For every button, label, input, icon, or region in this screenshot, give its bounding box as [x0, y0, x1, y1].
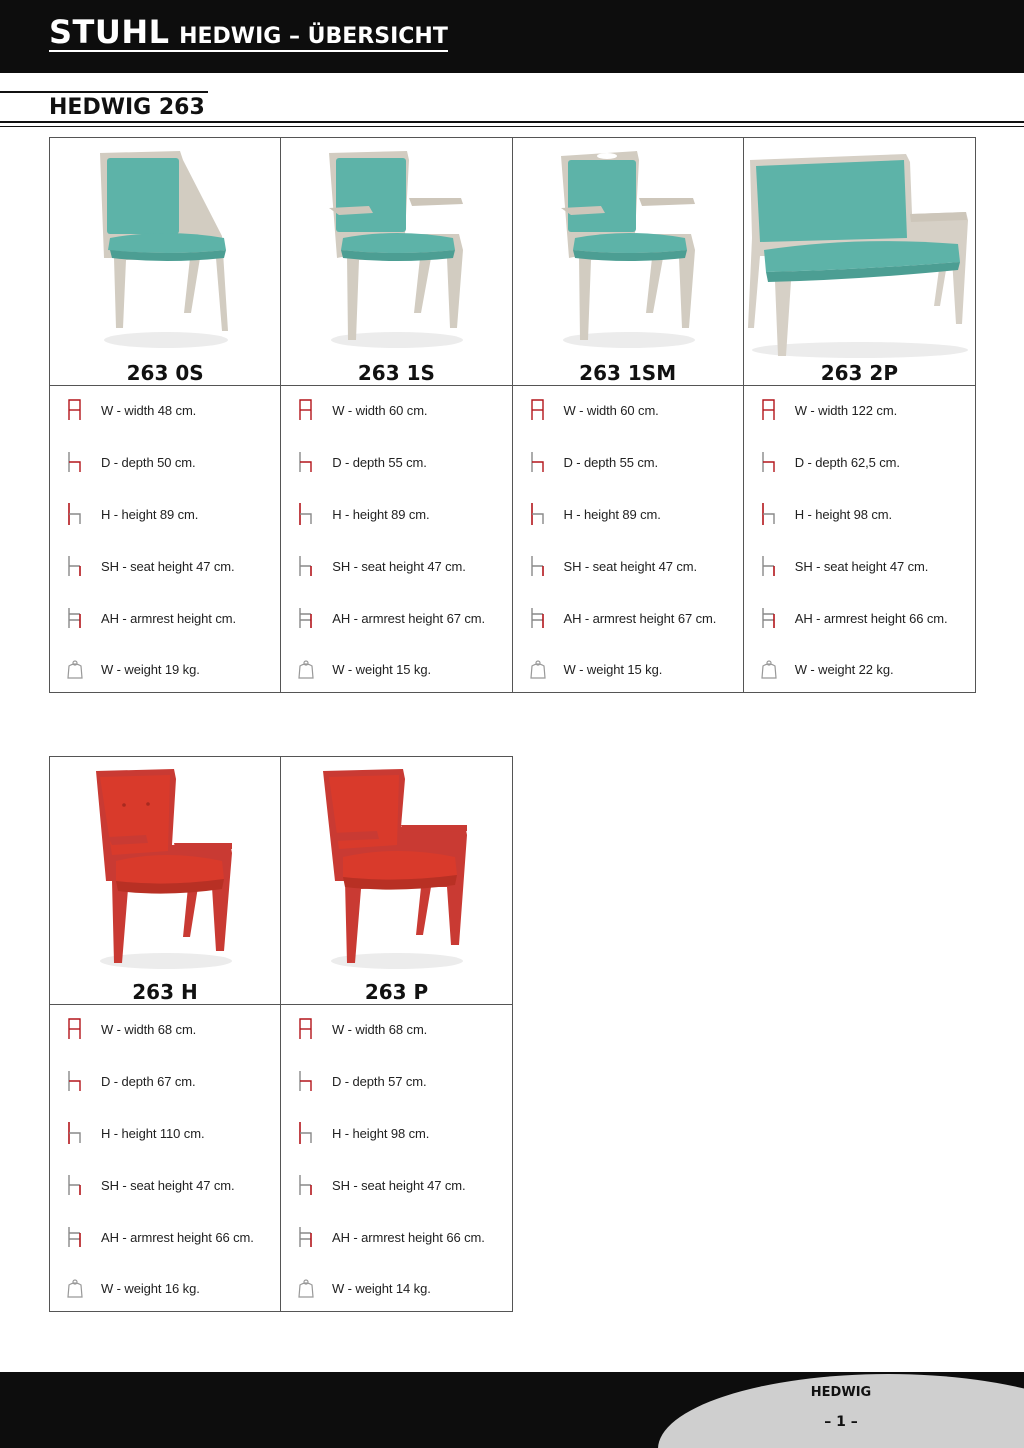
width-icon	[529, 398, 547, 422]
spec-depth-text: D - depth 67 cm.	[101, 1073, 196, 1089]
product-specs	[744, 386, 975, 692]
spec-depth-text: D - depth 55 cm.	[332, 454, 427, 470]
spec-weight-text: W - weight 22 kg.	[794, 661, 894, 677]
section-rule-thick	[0, 121, 1024, 123]
spec-weight	[50, 657, 280, 681]
armrest-height-icon	[529, 606, 547, 630]
armrest-height-icon	[66, 606, 84, 630]
spec-height	[50, 502, 280, 526]
spec-seat-height	[281, 1173, 512, 1197]
spec-armrest-height-text: AH - armrest height 67 cm.	[332, 610, 485, 626]
product-model: 263 H	[132, 980, 198, 1004]
seat-height-icon	[66, 554, 84, 578]
height-icon	[529, 502, 547, 526]
spec-seat-height	[50, 1173, 280, 1197]
armrest-height-icon	[297, 606, 315, 630]
spec-depth	[50, 1069, 280, 1093]
spec-depth	[744, 450, 975, 474]
spec-weight	[281, 1276, 512, 1300]
spec-armrest-height	[281, 1225, 512, 1249]
depth-icon	[66, 1069, 84, 1093]
depth-icon	[297, 1069, 315, 1093]
spec-height	[281, 1121, 512, 1145]
seat-height-icon	[297, 554, 315, 578]
product-specs	[50, 1005, 280, 1311]
spec-armrest-height-text: AH - armrest height 66 cm.	[332, 1229, 485, 1245]
footer-bar	[0, 1372, 1024, 1448]
chair-image	[513, 138, 745, 368]
spec-seat-height	[50, 554, 280, 578]
weight-icon	[297, 1276, 315, 1300]
spec-weight	[744, 657, 975, 681]
spec-armrest-height-text: AH - armrest height 66 cm.	[794, 610, 948, 626]
page-number: – 1 –	[824, 1414, 858, 1430]
height-icon	[66, 502, 84, 526]
product-card	[50, 757, 281, 1311]
spec-armrest-height-text: AH - armrest height cm.	[101, 610, 236, 626]
spec-seat-height-text: SH - seat height 47 cm.	[101, 1177, 235, 1193]
depth-icon	[297, 450, 315, 474]
chair-image	[50, 757, 282, 987]
spec-width	[50, 398, 280, 422]
spec-width	[513, 398, 743, 422]
spec-armrest-height	[744, 606, 975, 630]
spec-armrest-height	[50, 606, 280, 630]
spec-weight-text: W - weight 15 kg.	[332, 661, 431, 677]
weight-icon	[297, 657, 315, 681]
product-specs	[281, 386, 511, 692]
product-image-cell	[513, 138, 743, 386]
armrest-height-icon	[760, 606, 778, 630]
width-icon	[66, 1017, 84, 1041]
height-icon	[297, 502, 315, 526]
product-image-cell	[50, 757, 280, 1005]
spec-weight	[281, 657, 511, 681]
spec-height	[513, 502, 743, 526]
armrest-height-icon	[297, 1225, 315, 1249]
spec-seat-height-text: SH - seat height 47 cm.	[332, 1177, 466, 1193]
depth-icon	[529, 450, 547, 474]
spec-height-text: H - height 89 cm.	[332, 506, 430, 522]
spec-weight-text: W - weight 15 kg.	[563, 661, 663, 677]
spec-weight	[513, 657, 743, 681]
depth-icon	[760, 450, 778, 474]
width-icon	[297, 1017, 315, 1041]
spec-width-text: W - width 68 cm.	[101, 1021, 197, 1037]
product-card	[50, 138, 281, 692]
weight-icon	[760, 657, 778, 681]
spec-weight-text: W - weight 14 kg.	[332, 1280, 431, 1296]
product-specs	[513, 386, 743, 692]
spec-seat-height	[281, 554, 511, 578]
width-icon	[66, 398, 84, 422]
spec-depth	[281, 450, 511, 474]
product-card	[744, 138, 975, 692]
spec-height-text: H - height 89 cm.	[563, 506, 661, 522]
spec-depth-text: D - depth 50 cm.	[101, 454, 196, 470]
spec-armrest-height-text: AH - armrest height 66 cm.	[101, 1229, 254, 1245]
spec-depth	[50, 450, 280, 474]
seat-height-icon	[760, 554, 778, 578]
spec-seat-height	[513, 554, 743, 578]
product-grid-row-2	[49, 756, 513, 1312]
spec-weight-text: W - weight 19 kg.	[101, 661, 200, 677]
spec-height-text: H - height 98 cm.	[794, 506, 893, 522]
page-title-sub: HEDWIG – ÜBERSICHT	[179, 24, 448, 49]
spec-seat-height-text: SH - seat height 47 cm.	[101, 558, 235, 574]
width-icon	[297, 398, 315, 422]
spec-width	[281, 398, 511, 422]
chair-image	[281, 757, 513, 987]
seat-height-icon	[297, 1173, 315, 1197]
seat-height-icon	[66, 1173, 84, 1197]
product-model: 263 P	[364, 980, 429, 1004]
spec-depth	[513, 450, 743, 474]
product-image-cell	[744, 138, 975, 386]
product-image-cell	[281, 138, 511, 386]
product-image-cell	[50, 138, 280, 386]
section-title: HEDWIG 263	[49, 95, 205, 120]
width-icon	[760, 398, 778, 422]
section-rule-top	[0, 91, 208, 93]
spec-height-text: H - height 89 cm.	[101, 506, 199, 522]
footer-product-name: HEDWIG	[810, 1385, 872, 1400]
spec-height-text: H - height 98 cm.	[332, 1125, 430, 1141]
spec-depth	[281, 1069, 512, 1093]
chair-image	[50, 138, 282, 368]
chair-image	[281, 138, 513, 368]
spec-seat-height-text: SH - seat height 47 cm.	[563, 558, 698, 574]
spec-width	[50, 1017, 280, 1041]
spec-armrest-height	[281, 606, 511, 630]
spec-depth-text: D - depth 55 cm.	[563, 454, 658, 470]
product-image-cell	[281, 757, 512, 1005]
spec-armrest-height-text: AH - armrest height 67 cm.	[563, 610, 717, 626]
page-title	[49, 13, 448, 52]
product-specs	[50, 386, 280, 692]
spec-width-text: W - width 60 cm.	[332, 402, 428, 418]
spec-depth-text: D - depth 57 cm.	[332, 1073, 427, 1089]
product-grid-row-1	[49, 137, 976, 693]
product-model: 263 2P	[820, 361, 899, 385]
weight-icon	[66, 657, 84, 681]
weight-icon	[529, 657, 547, 681]
page-title-main: STUHL	[49, 13, 170, 51]
height-icon	[760, 502, 778, 526]
spec-weight-text: W - weight 16 kg.	[101, 1280, 200, 1296]
product-model: 263 0S	[126, 361, 204, 385]
sofa-image	[744, 138, 976, 368]
depth-icon	[66, 450, 84, 474]
product-model: 263 1S	[357, 361, 435, 385]
height-icon	[66, 1121, 84, 1145]
spec-seat-height-text: SH - seat height 47 cm.	[332, 558, 466, 574]
spec-height	[50, 1121, 280, 1145]
armrest-height-icon	[66, 1225, 84, 1249]
spec-width-text: W - width 60 cm.	[563, 402, 659, 418]
product-card	[513, 138, 744, 692]
spec-armrest-height	[513, 606, 743, 630]
spec-height	[281, 502, 511, 526]
spec-seat-height-text: SH - seat height 47 cm.	[794, 558, 929, 574]
product-card	[281, 138, 512, 692]
section-rule-thin	[0, 126, 1024, 127]
product-card	[281, 757, 512, 1311]
spec-seat-height	[744, 554, 975, 578]
weight-icon	[66, 1276, 84, 1300]
product-model: 263 1SM	[579, 361, 677, 385]
spec-height-text: H - height 110 cm.	[101, 1125, 205, 1141]
spec-weight	[50, 1276, 280, 1300]
spec-width-text: W - width 68 cm.	[332, 1021, 428, 1037]
spec-depth-text: D - depth 62,5 cm.	[794, 454, 900, 470]
spec-width	[281, 1017, 512, 1041]
spec-armrest-height	[50, 1225, 280, 1249]
spec-width-text: W - width 122 cm.	[794, 402, 898, 418]
spec-width	[744, 398, 975, 422]
seat-height-icon	[529, 554, 547, 578]
spec-width-text: W - width 48 cm.	[101, 402, 197, 418]
height-icon	[297, 1121, 315, 1145]
product-specs	[281, 1005, 512, 1311]
spec-height	[744, 502, 975, 526]
